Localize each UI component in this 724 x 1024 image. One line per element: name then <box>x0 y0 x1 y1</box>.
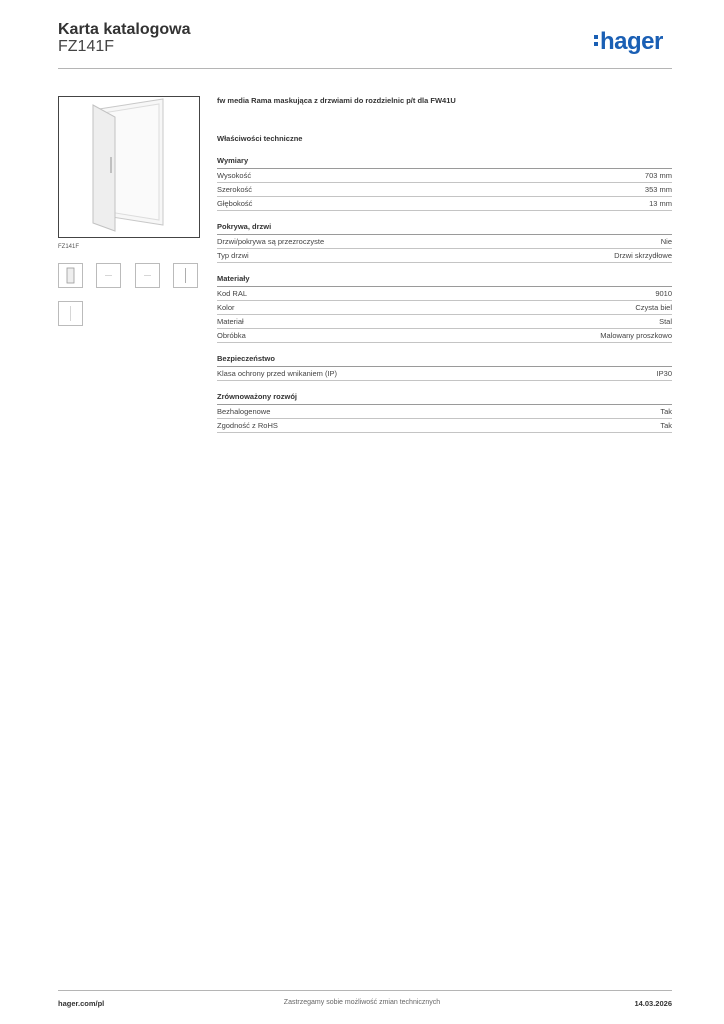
footer-website-link[interactable]: hager.com/pl <box>58 999 105 1008</box>
thumbnail-1[interactable] <box>58 263 83 288</box>
section-view-icon <box>59 302 82 325</box>
spec-value: Tak <box>660 421 672 430</box>
spec-row <box>217 329 672 343</box>
spec-label: Szerokość <box>217 185 253 194</box>
spec-row <box>217 315 672 329</box>
section-safety <box>217 354 672 381</box>
section-sustainability <box>217 392 672 433</box>
top-view-icon <box>136 264 159 287</box>
product-description: fw media Rama maskująca z drzwiami do rozdzielnic p/t dla FW41U <box>217 96 456 105</box>
spec-label: Kod RAL <box>217 289 248 298</box>
section-heading: Zrównoważony rozwój <box>217 392 672 405</box>
section-heading: Materiały <box>217 274 672 287</box>
page-title: Karta katalogowa <box>58 21 191 38</box>
footer-divider <box>58 990 672 991</box>
section-heading: Pokrywa, drzwi <box>217 222 672 235</box>
spec-row <box>217 405 672 419</box>
spec-label: Typ drzwi <box>217 251 249 260</box>
spec-row <box>217 235 672 249</box>
thumbnail-4[interactable] <box>173 263 198 288</box>
spec-content <box>217 96 672 444</box>
tech-properties-title: Właściwości techniczne <box>217 134 303 143</box>
spec-value: IP30 <box>656 369 672 378</box>
spec-value: Czysta biel <box>635 303 672 312</box>
spec-label: Drzwi/pokrywa są przezroczyste <box>217 237 325 246</box>
spec-value: 353 mm <box>644 185 672 194</box>
hager-logo <box>594 28 663 56</box>
spec-value: 703 mm <box>644 171 672 180</box>
spec-label: Materiał <box>217 317 244 326</box>
thumbnail-5[interactable] <box>58 301 83 326</box>
section-dimensions <box>217 156 672 211</box>
spec-label: Obróbka <box>217 331 246 340</box>
logo-dots-icon <box>594 32 598 49</box>
spec-value: Nie <box>660 237 672 246</box>
footer-date: 14.03.2026 <box>634 999 672 1008</box>
spec-value: Stal <box>659 317 672 326</box>
spec-row <box>217 249 672 263</box>
spec-row <box>217 197 672 211</box>
spec-row <box>217 367 672 381</box>
spec-value: Drzwi skrzydłowe <box>614 251 672 260</box>
section-heading: Bezpieczeństwo <box>217 354 672 367</box>
section-heading: Wymiary <box>217 156 672 169</box>
side-view-icon <box>97 264 120 287</box>
spec-row <box>217 287 672 301</box>
spec-label: Wysokość <box>217 171 252 180</box>
spec-label: Głębokość <box>217 199 253 208</box>
spec-value: Malowany proszkowo <box>600 331 672 340</box>
product-code: FZ141F <box>58 38 115 55</box>
thumbnail-3[interactable] <box>135 263 160 288</box>
spec-label: Bezhalogenowe <box>217 407 271 416</box>
spec-label: Kolor <box>217 303 235 312</box>
section-materials <box>217 274 672 343</box>
footer-disclaimer: Zastrzegamy sobie możliwość zmian technicznych <box>283 999 441 1006</box>
spec-label: Zgodność z RoHS <box>217 421 278 430</box>
logo-text: hager <box>600 28 663 55</box>
door-frame-icon <box>59 97 199 237</box>
spec-value: 9010 <box>655 289 672 298</box>
spec-value: 13 mm <box>649 199 672 208</box>
spec-row <box>217 419 672 433</box>
thumbnail-2[interactable] <box>96 263 121 288</box>
spec-row <box>217 183 672 197</box>
photo-caption: FZ141F <box>58 244 80 250</box>
profile-view-icon <box>174 264 197 287</box>
spec-row <box>217 169 672 183</box>
door-thumbnail-icon <box>59 264 82 287</box>
spec-row <box>217 301 672 315</box>
spec-label: Klasa ochrony przed wnikaniem (IP) <box>217 369 338 378</box>
product-photo[interactable] <box>58 96 200 238</box>
spec-value: Tak <box>660 407 672 416</box>
header-divider <box>58 68 672 69</box>
section-cover-door <box>217 222 672 263</box>
